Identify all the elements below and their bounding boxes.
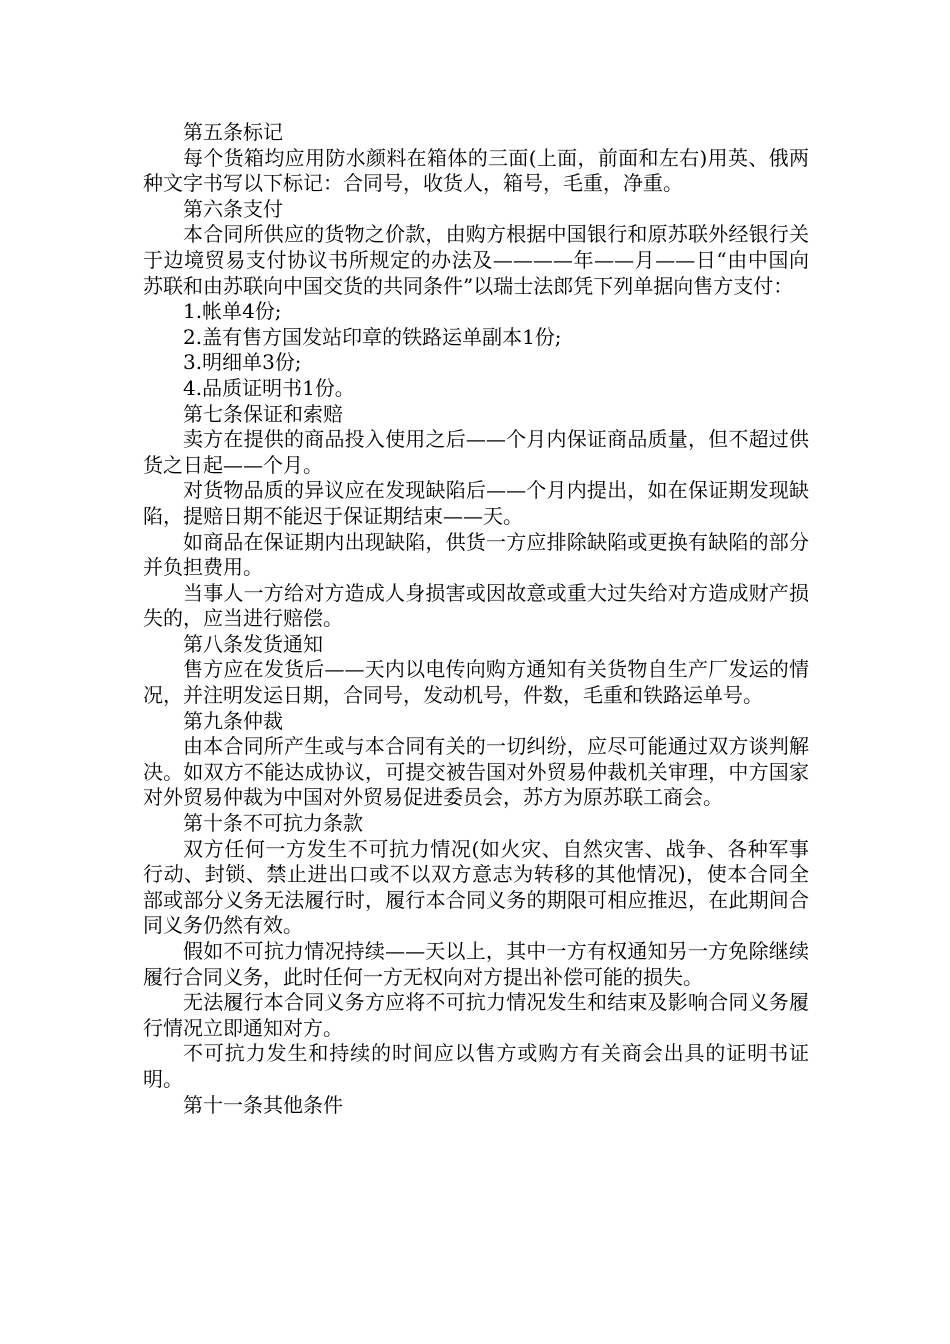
article-6-text: 本合同所供应的货物之价款，由购方根据中国银行和原苏联外经银行关于边境贸易支付协议书所规定的办法及————年——月——日“由中国向苏联和由苏联向中国交货的共同条件”以瑞士法郎凭下列单据向售方支付：: [143, 222, 809, 298]
article-5-text: 每个货箱均应用防水颜料在箱体的三面(上面，前面和左右)用英、俄两种文字书写以下标记：合同号，收货人，箱号，毛重，净重。: [143, 145, 809, 196]
document-body: [143, 120, 809, 1118]
document-list-item: 1.帐单4份;: [183, 299, 282, 324]
article-10-heading: 第十条不可抗力条款: [183, 811, 363, 836]
article-7-text: 如商品在保证期内出现缺陷，供货一方应排除缺陷或更换有缺陷的部分并负担费用。: [143, 529, 809, 580]
article-8-heading: 第八条发货通知: [183, 631, 323, 656]
article-7-text: 当事人一方给对方造成人身损害或因故意或重大过失给对方造成财产损失的，应当进行赔偿。: [143, 580, 809, 631]
document-list-item: 3.明细单3份;: [183, 350, 302, 375]
article-7-text: 卖方在提供的商品投入使用之后——个月内保证商品质量，但不超过供货之日起——个月。: [143, 427, 809, 477]
article-9-heading: 第九条仲裁: [183, 708, 283, 733]
article-10-text: 假如不可抗力情况持续——天以上，其中一方有权通知另一方免除继续履行合同义务，此时任何一方无权向对方提出补偿可能的损失。: [143, 939, 809, 989]
article-5-heading: 第五条标记: [183, 120, 283, 144]
article-8-text: 售方应在发货后——天内以电传向购方通知有关货物自生产厂发运的情况，并注明发运日期，合同号，发动机号，件数，毛重和铁路运单号。: [143, 657, 809, 708]
article-11-heading: 第十一条其他条件: [183, 1092, 343, 1117]
article-10-text: 不可抗力发生和持续的时间应以售方或购方有关商会出具的证明书证明。: [143, 1041, 809, 1091]
article-10-text: 无法履行本合同义务方应将不可抗力情况发生和结束及影响合同义务履行情况立即通知对方。: [143, 990, 809, 1040]
article-7-heading: 第七条保证和索赔: [183, 401, 343, 426]
document-list-item: 4.品质证明书1份。: [183, 375, 355, 400]
document-list-item: 2.盖有售方国发站印章的铁路运单副本1份;: [183, 324, 562, 349]
article-6-heading: 第六条支付: [183, 196, 283, 221]
article-7-text: 对货物品质的异议应在发现缺陷后——个月内提出，如在保证期发现缺陷，提赔日期不能迟于保证期结束——天。: [143, 478, 809, 528]
article-9-text: 由本合同所产生或与本合同有关的一切纠纷，应尽可能通过双方谈判解决。如双方不能达成协议，可提交被告国对外贸易仲裁机关审理，中方国家对外贸易仲裁为中国对外贸易促进委员会，苏方为原苏联工商会。: [143, 734, 809, 810]
article-10-text: 双方任何一方发生不可抗力情况(如火灾、自然灾害、战争、各种军事行动、封锁、禁止进出口或不以双方意志为转移的其他情况)，使本合同全部或部分义务无法履行时，履行本合同义务的期限可相应推迟，在此期间合同义务仍然有效。: [143, 836, 809, 938]
